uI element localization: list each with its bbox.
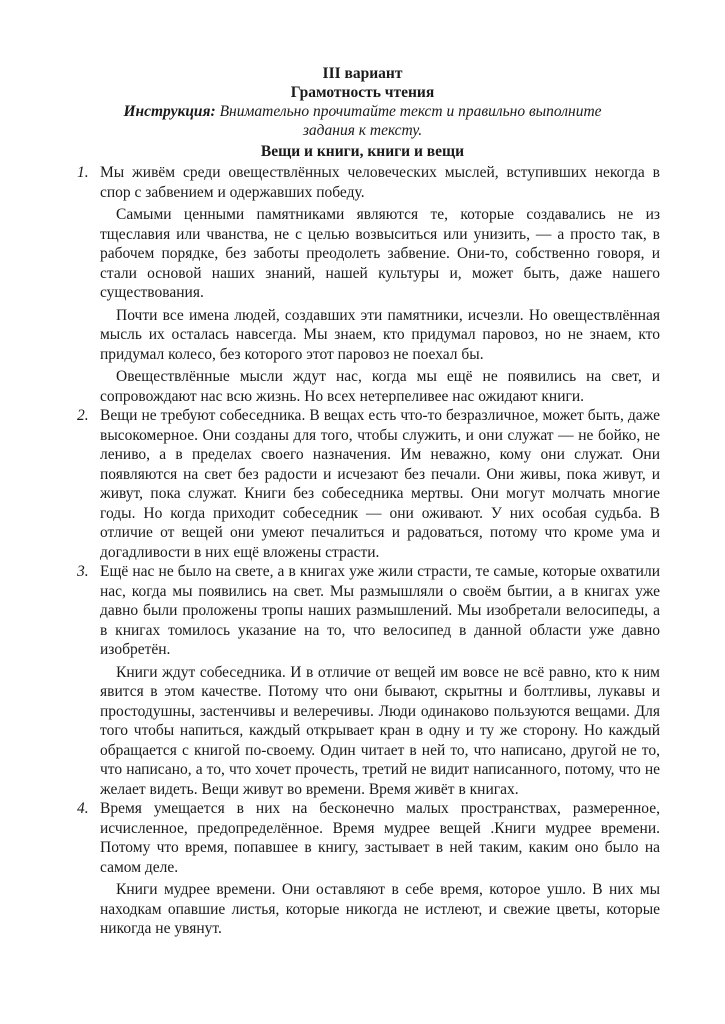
- instruction-line-2: задания к тексту.: [302, 122, 423, 139]
- paragraph-text: Овеществлённые мысли ждут нас, когда мы ещё не появились на свет, и сопровождают нас всю жизнь. Но всех нетерпеливее нас ожидают книги.: [100, 368, 660, 405]
- paragraph-1b: [100, 205, 660, 303]
- paragraph-number-3: 3.: [77, 563, 89, 580]
- section-heading: Грамотность чтения: [290, 84, 435, 101]
- paragraph-3b: [100, 663, 660, 800]
- paragraph-1c: [100, 306, 660, 365]
- paragraph-1: [77, 163, 660, 202]
- instruction-label: Инструкция:: [123, 103, 216, 120]
- paragraph-text: Вещи не требуют собеседника. В вещах есть что-то безразличное, может быть, даже высокомерное. Они созданы для того, чтобы служить, и они служат — не бойко, не лениво, а в пределах своего назначения. Им неважно, кому они служат. Они появляются на свет без радости и исчезают без печали. Они живы, пока живут, и живут, пока служат. Книги без собеседника мертвы. Они могут молчать многие годы. Но когда приходит собеседник — они оживают. У них особая судьба. В отличие от вещей они умеют печалиться и радоваться, потому что кроме ума и догадливости в них ещё вложены страсти.: [100, 407, 660, 561]
- paragraph-text: Почти все имена людей, создавших эти памятники, исчезли. Но овеществлённая мысль их осталась навсегда. Мы знаем, кто придумал паровоз, но не знаем, кто придумал колесо, без которого этот паровоз не поехал бы.: [100, 306, 660, 363]
- paragraph-text: Время умещается в них на бесконечно малых пространствах, размеренное, исчисленное, предопределённое. Время мудрее вещей .Книги мудрее времени. Потому что время, попавшее в книгу, застывает в ней таким, каким оно было на самом деле.: [100, 800, 660, 876]
- text-title: Вещи и книги, книги и вещи: [260, 143, 465, 160]
- instruction-text-1: Внимательно прочитайте текст и правильно выполните: [215, 103, 602, 120]
- paragraph-number-4: 4.: [77, 800, 89, 817]
- text-body: [77, 163, 660, 939]
- variant-heading: III вариант: [322, 65, 403, 82]
- instruction-line-1: [0, 102, 725, 121]
- paragraph-1d: [100, 367, 660, 406]
- paragraph-3: [77, 562, 660, 660]
- paragraph-text: Ещё нас не было на свете, а в книгах уже жили страсти, те самые, которые охватили нас, когда мы появились на свет. Мы размышляли о своём бытии, а в книгах уже давно были проложены тропы наших размышлений. Мы изобретали велосипеды, а в книгах томилось указание на то, что велосипед в данной области уже давно изобретён.: [100, 563, 660, 658]
- paragraph-4: [77, 799, 660, 877]
- paragraph-text: Книги ждут собеседника. И в отличие от вещей им вовсе не всё равно, кто к ним явится в этом качестве. Потому что они бывают, скрытны и болтливы, лукавы и простодушны, застенчивы и велеречивы. Люди одинаково пользуются вещами. Для того чтобы напиться, каждый открывает кран в одну и ту же сторону. Но каждый обращается с книгой по-своему. Один читает в ней то, что написано, другой не то, что написано, а то, что хочет прочесть, третий не видит написанного, потому, что не желает видеть. Вещи живут во времени. Время живёт в книгах.: [100, 663, 660, 798]
- paragraph-text: Мы живём среди овеществлённых человеческих мыслей, вступивших некогда в спор с забвением и одержавших победу.: [100, 164, 660, 201]
- paragraph-number-1: 1.: [77, 164, 89, 181]
- paragraph-number-2: 2.: [77, 407, 89, 424]
- paragraph-text: Книги мудрее времени. Они оставляют в себе время, которое ушло. В них мы находкам опавшие листья, которые никогда не истлеют, и свежие цветы, которые никогда не увянут.: [100, 881, 660, 937]
- paragraph-4b: [100, 880, 660, 939]
- paragraph-2: [77, 406, 660, 562]
- paragraph-text: Самыми ценными памятниками являются те, которые создавались не из тщеславия или чванства, не с целью возвыситься или унизить, — а просто так, в рабочем порядке, без заботы преодолеть забвение. Они-то, собственно говоря, и стали основой наших знаний, нашей культуры и, может быть, даже нашего существования.: [100, 206, 660, 301]
